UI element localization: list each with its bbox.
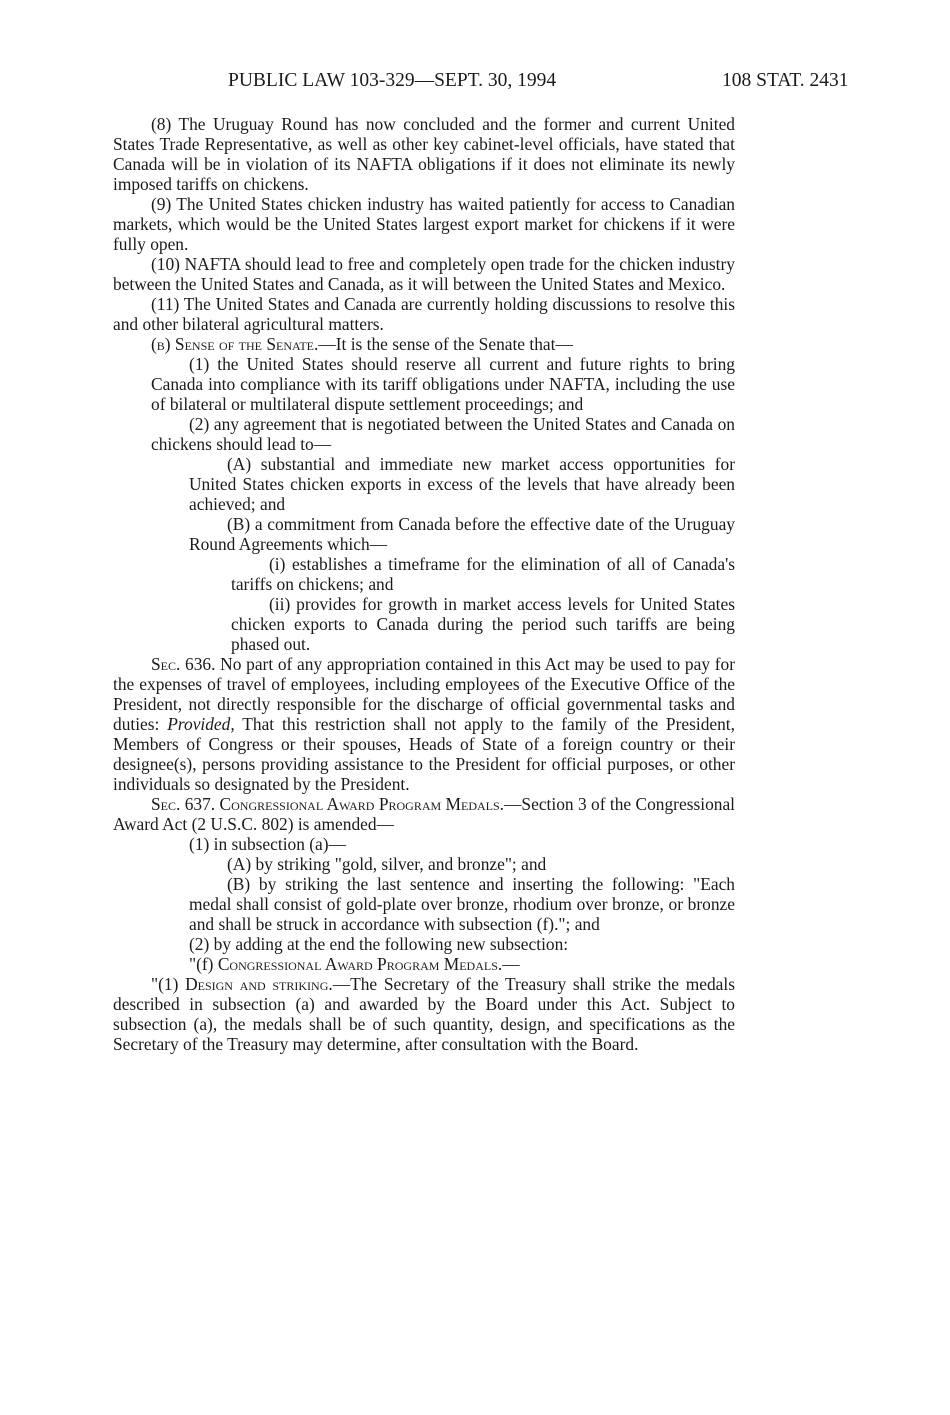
- running-header-stat-page: 108 STAT. 2431: [722, 70, 849, 91]
- section-636-text-b: That this restriction shall not apply to the family of the President, Members of Congress or their spouses, Heads of State of a foreign country or their designee(s), persons providing assistance to the President for official purposes, or other individuals so designated by the President.: [113, 714, 735, 794]
- section-636: [113, 654, 735, 794]
- clause-b2-B-i: (i) establishes a timeframe for the elimination of all of Canada's tariffs on chickens; and: [231, 554, 735, 594]
- amendment-2: (2) by adding at the end the following new subsection:: [189, 934, 569, 954]
- new-subsection-f-heading: Congressional Award Program Medals.: [217, 954, 503, 974]
- finding-11: (11) The United States and Canada are currently holding discussions to resolve this and other bilateral agricultural matters.: [113, 294, 735, 334]
- section-637-text: —Section 3 of the Congressional Award Act (2 U.S.C. 802) is amended—: [113, 794, 736, 834]
- section-636-text-a: No part of any appropriation contained in this Act may be used to pay for the expenses of travel of employees, including employees of the Executive Office of the President, not directly responsible for the discharge of official governmental tasks and duties:: [113, 654, 735, 734]
- paragraph-b1: (1) the United States should reserve all current and future rights to bring Canada into compliance with its tariff obligations under NAFTA, including the use of bilateral or multilateral dispute settlement proceedings; and: [151, 354, 735, 414]
- amendment-1-A: (A) by striking "gold, silver, and bronze"; and: [227, 854, 547, 874]
- finding-8: (8) The Uruguay Round has now concluded and the former and current United States Trade Representative, as well as other key cabinet-level officials, have stated that Canada will be in violation of its NAFTA obligations if it does not eliminate its newly imposed tariffs on chickens.: [113, 114, 735, 194]
- paragraph-b2: (2) any agreement that is negotiated between the United States and Canada on chickens should lead to—: [151, 414, 735, 454]
- new-subsection-f-open: "(f): [189, 954, 218, 974]
- design-and-striking: [113, 974, 735, 1054]
- running-header-title: PUBLIC LAW 103-329—SEPT. 30, 1994: [228, 70, 557, 91]
- subparagraph-b2-B: (B) a commitment from Canada before the effective date of the Uruguay Round Agreements which—: [189, 514, 735, 554]
- subsection-b: [113, 334, 735, 354]
- amendment-1-B: (B) by striking the last sentence and inserting the following: "Each medal shall consist of gold-plate over bronze, rhodium over bronze, or bronze and shall be struck in accordance with subsection (f)."; and: [189, 874, 735, 934]
- section-637-heading: Congressional Award Program Medals.: [215, 794, 505, 814]
- section-636-number: Sec. 636.: [151, 654, 216, 674]
- new-subsection-f: [113, 954, 735, 974]
- design-and-striking-text: —The Secretary of the Treasury shall strike the medals described in subsection (a) and awarded by the Board under this Act. Subject to subsection (a), the medals shall be of such quantity, design, and specifications as the Secretary of the Treasury may determine, after consultation with the Board.: [113, 974, 735, 1054]
- section-637: [113, 794, 735, 834]
- subsection-b-text: —It is the sense of the Senate that—: [318, 334, 573, 354]
- section-636-proviso: Provided,: [167, 714, 235, 734]
- clause-b2-B-ii: (ii) provides for growth in market access levels for United States chicken exports to Canada during the period such tariffs are being phased out.: [231, 594, 735, 654]
- finding-9: (9) The United States chicken industry has waited patiently for access to Canadian markets, which would be the United States largest export market for chickens if it were fully open.: [113, 194, 735, 254]
- subsection-b-heading: (b) Sense of the Senate.: [151, 334, 319, 354]
- design-and-striking-open: "(1): [151, 974, 186, 994]
- finding-10: (10) NAFTA should lead to free and completely open trade for the chicken industry between the United States and Canada, as it will between the United States and Mexico.: [113, 254, 735, 294]
- amendment-1: (1) in subsection (a)—: [189, 834, 346, 854]
- section-637-number: Sec. 637.: [151, 794, 216, 814]
- document-body: [113, 114, 735, 1054]
- subparagraph-b2-A: (A) substantial and immediate new market access opportunities for United States chicken exports in excess of the levels that have already been achieved; and: [189, 454, 735, 514]
- new-subsection-f-dash: —: [502, 954, 520, 974]
- design-and-striking-heading: Design and striking.: [185, 974, 333, 994]
